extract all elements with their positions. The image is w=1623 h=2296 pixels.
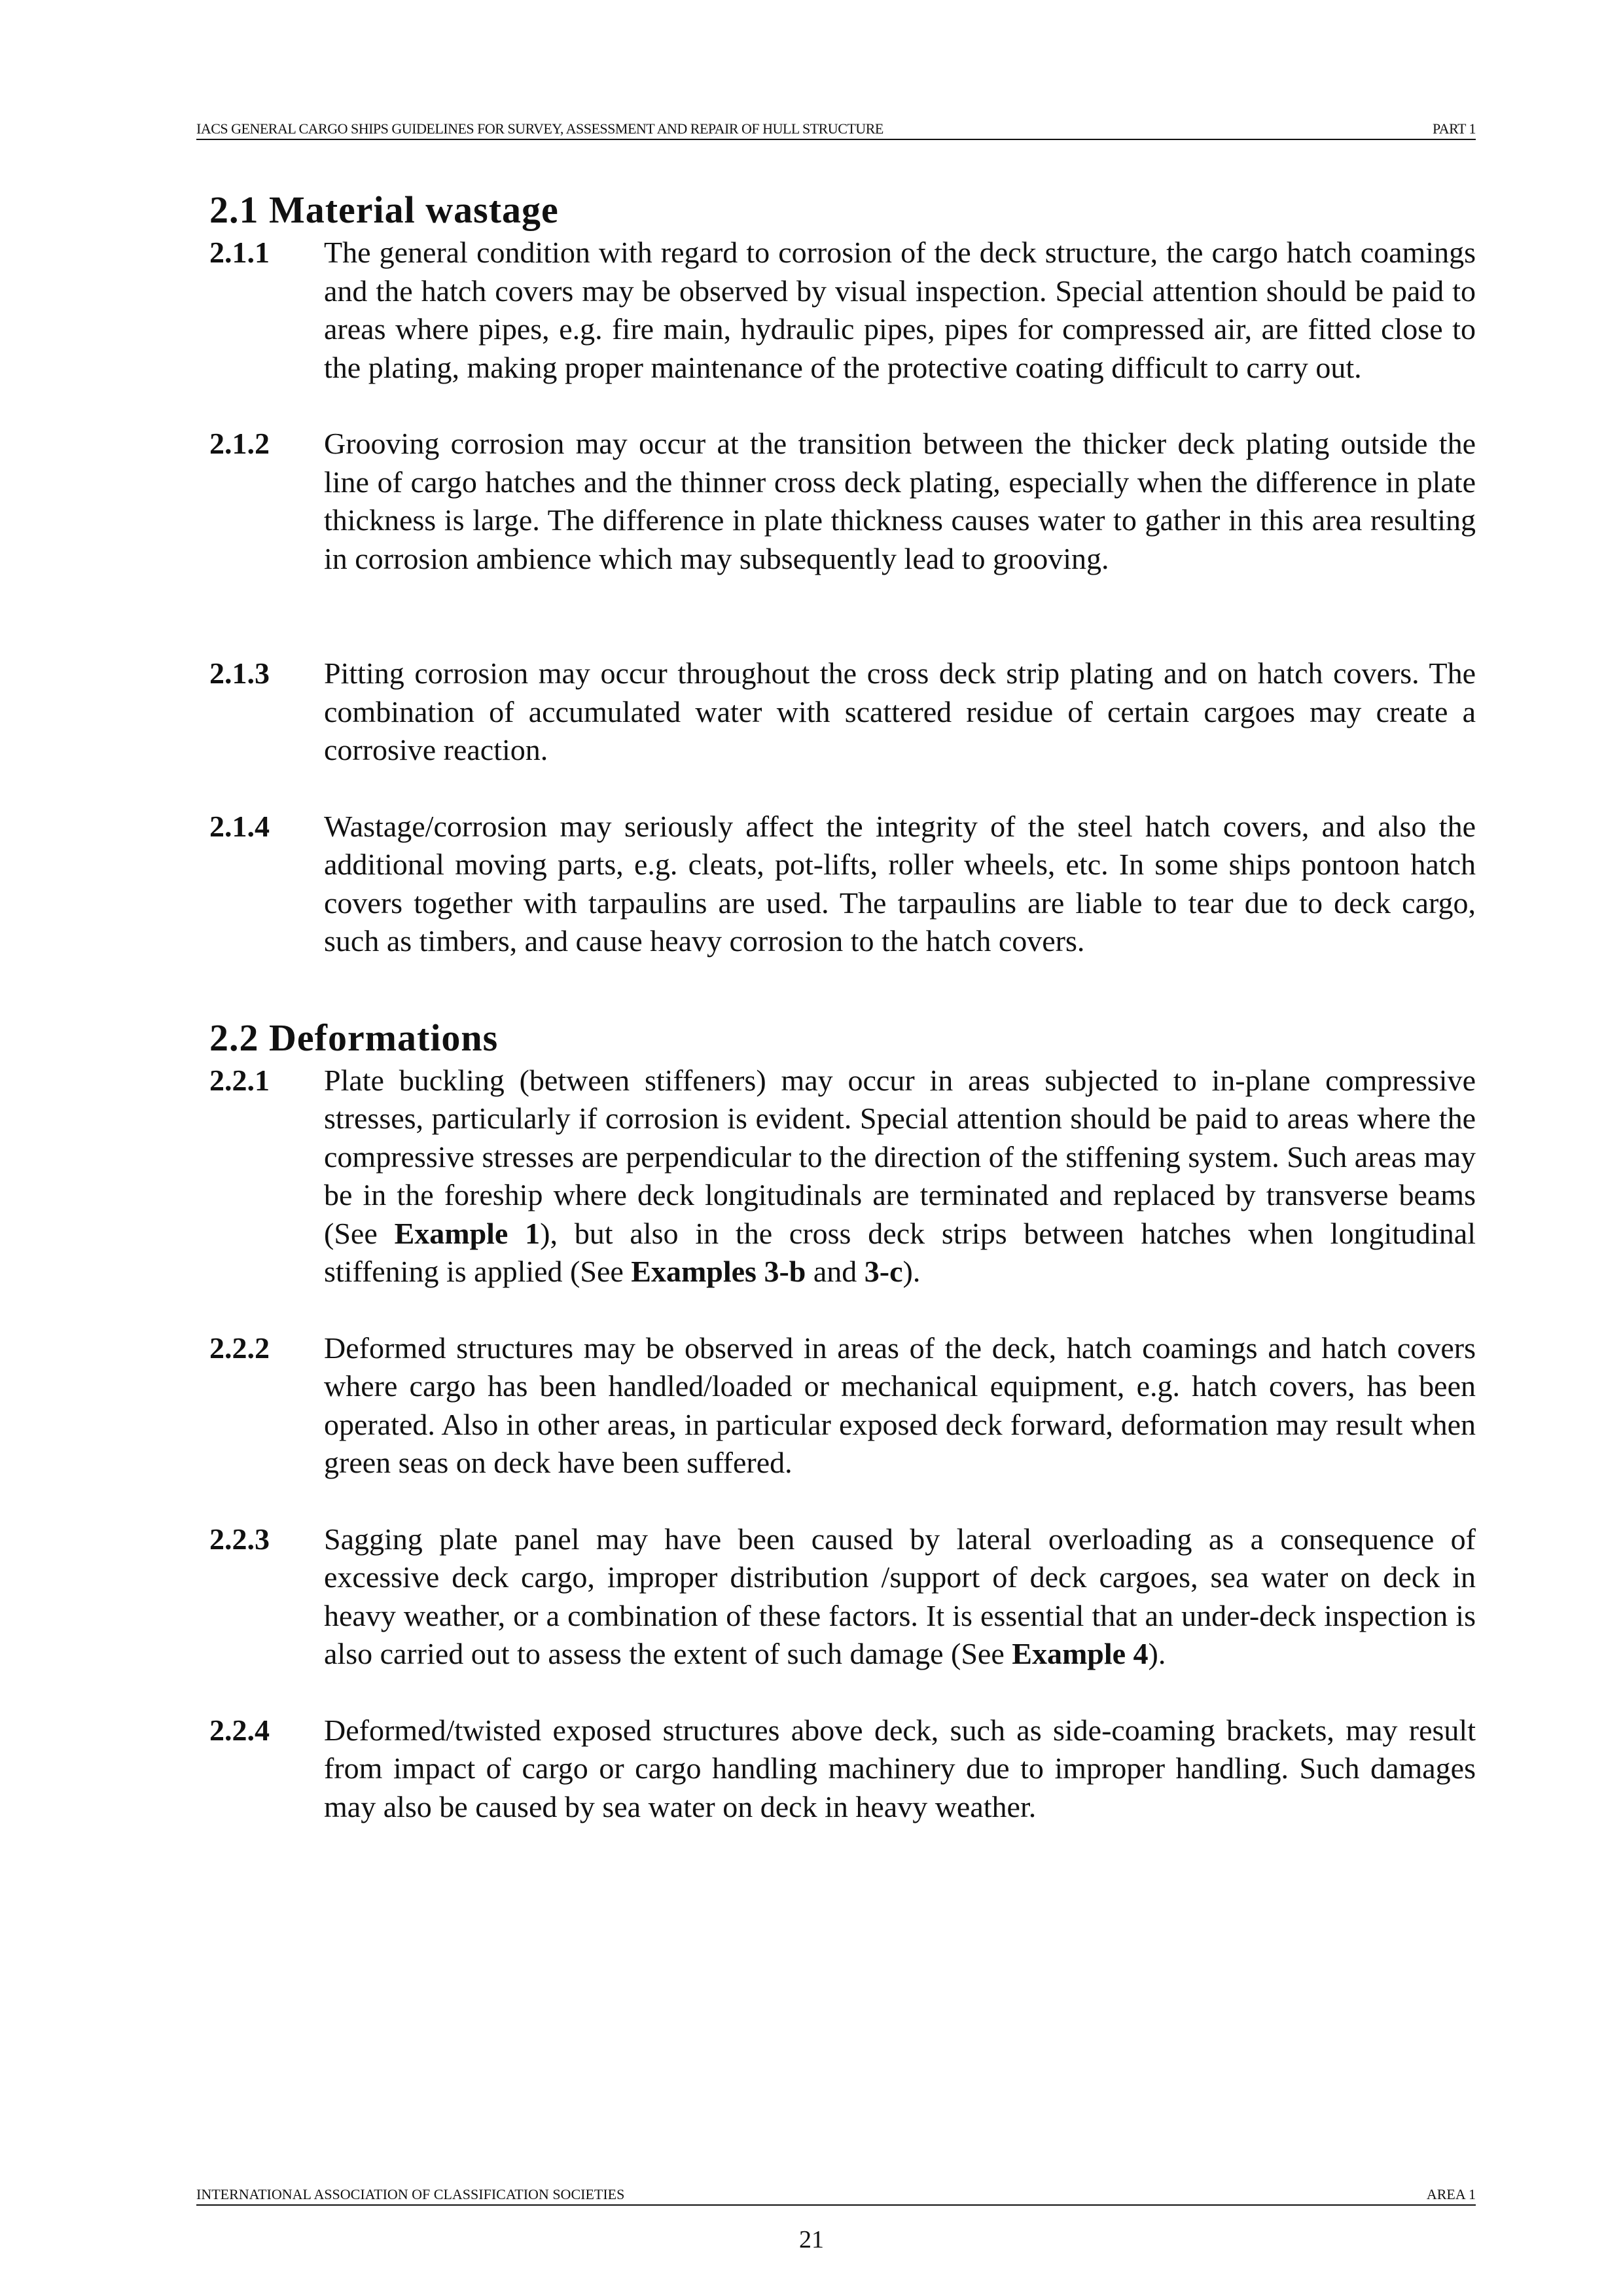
paragraph-2-2-1 [209,1062,1476,1291]
paragraph-number: 2.2.1 [209,1063,270,1097]
paragraph-text: Grooving corrosion may occur at the transition between the thicker deck plating outside the line of cargo hatches and the thinner cross deck plating, especially when the difference in plate thickness is large. The difference in plate thickness causes water to gather in this area resulting in corrosion ambience which may subsequently lead to grooving. [324,427,1476,575]
paragraph-2-2-4 [209,1712,1476,1827]
running-footer [196,2185,1476,2206]
paragraph-number: 2.2.2 [209,1331,270,1365]
paragraph-number: 2.1.1 [209,236,270,269]
paragraph-2-1-3 [209,655,1476,770]
example-reference: Example 1 [394,1216,541,1250]
example-reference: Examples 3-b [631,1255,806,1288]
paragraph-text: Sagging plate panel may have been caused by lateral overloading as a consequence of excessive deck cargo, improper distribution /support of deck cargoes, sea water on deck in heavy weather, or a combination of these factors. It is essential that an under-deck inspection is also carried out to assess the extent of such damage (See Example 4). [324,1522,1476,1670]
header-part: PART 1 [1433,120,1476,137]
paragraph-text: Plate buckling (between stiffeners) may occur in areas subjected to in-plane compressive stresses, particularly if corrosion is evident. Special attention should be paid to areas where the compressive stresses are perpendicular to the direction of the stiffening system. Such areas may be in the foreship where deck longitudinals are terminated and replaced by transverse beams (See Example 1), but also in the cross deck strips between hatches when longitudinal stiffening is applied (See Examples 3-b and 3-c). [324,1063,1476,1288]
main-content [209,187,1476,1826]
page-number: 21 [799,2226,824,2253]
paragraph-text: Pitting corrosion may occur throughout the cross deck strip plating and on hatch covers. The combination of accumulated water with scattered residue of certain cargoes may create a corrosive reaction. [324,656,1476,766]
paragraph-text: Deformed structures may be observed in areas of the deck, hatch coamings and hatch covers where cargo has been handled/loaded or mechanical equipment, e.g. hatch covers, has been operated. Also in other areas, in particular exposed deck forward, deformation may result when green seas on deck have been suffered. [324,1331,1476,1479]
running-header [196,119,1476,140]
footer-area: AREA 1 [1426,2186,1476,2202]
paragraph-number: 2.1.4 [209,809,270,843]
paragraph-text: Deformed/twisted exposed structures above deck, such as side-coaming brackets, may result from impact of cargo or cargo handling machinery due to improper handling. Such damages may also be caused by sea water on deck in heavy weather. [324,1713,1476,1823]
paragraph-text: Wastage/corrosion may seriously affect the integrity of the steel hatch covers, and also the additional moving parts, e.g. cleats, pot-lifts, roller wheels, etc. In some ships pontoon hatch covers together with tarpaulins are used. The tarpaulins are liable to tear due to deck cargo, such as timbers, and cause heavy corrosion to the hatch covers. [324,809,1476,958]
paragraph-text: The general condition with regard to corrosion of the deck structure, the cargo hatch coamings and the hatch covers may be observed by visual inspection. Special attention should be paid to areas where pipes, e.g. fire main, hydraulic pipes, pipes for compressed air, are fitted close to the plating, making proper maintenance of the protective coating difficult to carry out. [324,236,1476,384]
paragraph-2-2-2 [209,1329,1476,1482]
paragraph-number: 2.2.3 [209,1522,270,1556]
example-reference: 3-c [864,1255,903,1288]
paragraph-2-1-2 [209,425,1476,578]
paragraph-number: 2.1.2 [209,427,270,460]
paragraph-number: 2.1.3 [209,656,270,690]
paragraph-2-1-4 [209,808,1476,961]
paragraph-number: 2.2.4 [209,1713,270,1747]
paragraph-2-2-3 [209,1520,1476,1674]
section-heading-deformations: 2.2 Deformations [209,1016,499,1059]
section-heading-material-wastage: 2.1 Material wastage [209,188,559,231]
example-reference: Example 4 [1012,1637,1149,1670]
paragraph-2-1-1 [209,234,1476,387]
header-title: IACS GENERAL CARGO SHIPS GUIDELINES FOR SURVEY, ASSESSMENT AND REPAIR OF HULL STRUCTURE [196,120,883,137]
footer-organization: INTERNATIONAL ASSOCIATION OF CLASSIFICATION SOCIETIES [196,2186,625,2202]
